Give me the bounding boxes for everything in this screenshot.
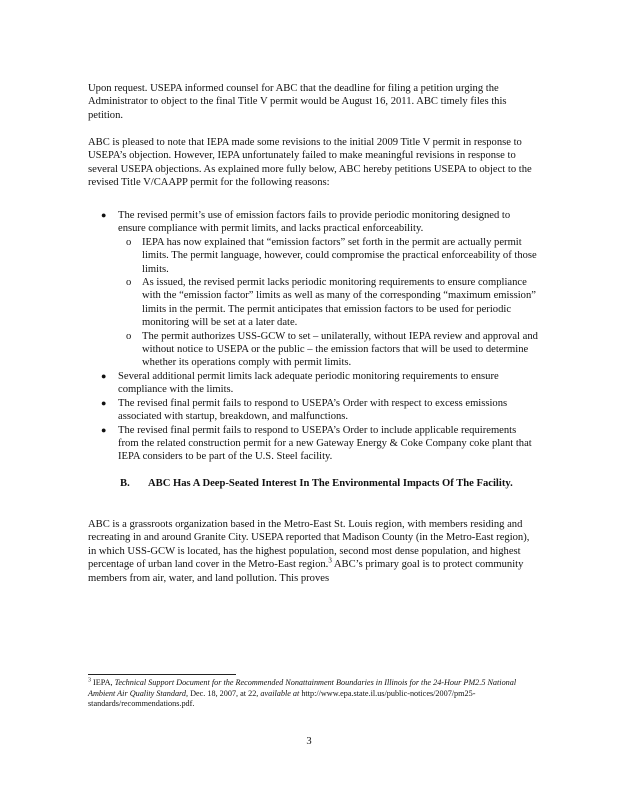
section-title: ABC Has A Deep-Seated Interest In The Environmental Impacts Of The Facility.: [148, 478, 513, 489]
bullet-text: The revised final permit fails to respond to USEPA’s Order with respect to excess emissions associated with startup, breakdown, and malfunctions.: [118, 397, 508, 423]
reasons-list: [88, 209, 538, 464]
sub-list-item: [118, 330, 538, 370]
bullet-text: Several additional permit limits lack adequate periodic monitoring requirements to ensure compliance with the limits.: [118, 370, 499, 396]
bullet-icon: ●: [101, 397, 107, 408]
paragraph-petition-deadline: Upon request. USEPA informed counsel for ABC that the deadline for filing a petition urging the Administrator to object to the final Title V permit would be August 16, 2011. ABC timely files this petition.: [88, 83, 507, 121]
sub-list: [118, 236, 538, 370]
footnote-date: Dec. 18, 2007, at 22,: [188, 688, 261, 698]
footnote-agency: IEPA,: [91, 678, 115, 687]
page-number: 3: [306, 736, 312, 747]
sub-item-text: As issued, the revised permit lacks periodic monitoring requirements to ensure compliance with the “emission factor” limits as well as many of the corresponding “maximum emission” limits in the permit. The permit anticipates that emission factors to be used for periodic monitoring will be set at a later date.: [142, 277, 536, 329]
list-item: [88, 370, 538, 397]
sub-item-text: The permit authorizes USS-GCW to set – unilaterally, without IEPA review and approval and without notice to USEPA or the public – the emission factors that will be used to determine whether its operations comply with permit limits.: [142, 330, 538, 369]
footnote-available: available at: [260, 688, 300, 698]
bullet-text: The revised permit’s use of emission factors fails to provide periodic monitoring designed to ensure compliance with permit limits, and lacks practical enforceability.: [118, 210, 511, 235]
bullet-text: The revised final permit fails to respond to USEPA’s Order to include applicable requirements from the related construction permit for a new Gateway Energy & Coke Company coke plant that IEPA considers to be part of the U.S. Steel facility.: [118, 424, 532, 463]
footnote-url: http://www.epa.state.il.us/public-notices/2007/pm25-standards/recommendations.pdf.: [88, 688, 476, 709]
paragraph-iepa-revisions: ABC is pleased to note that IEPA made some revisions to the initial 2009 Title V permit in response to USEPA’s objection. However, IEPA unfortunately failed to make meaningful revisions in response to several USEPA objections. As explained more fully below, ABC hereby petitions USEPA to object to the revised Title V/CAAPP permit for the following reasons:: [88, 137, 532, 189]
footnote-mark: 3: [88, 677, 91, 684]
list-item: [88, 209, 538, 370]
hollow-bullet-icon: o: [126, 236, 132, 248]
bullet-icon: ●: [101, 210, 107, 220]
paragraph-text: ABC is a grassroots organization based in the Metro-East St. Louis region, with members residing and recreating in and around Granite City. USEPA reported that Madison County (in the Metro-East region), in which USS-GCW is located, has the highest population, second most dense population, and highest percentage of urban land cover in the Metro-East region.: [88, 519, 530, 571]
bullet-icon: ●: [101, 370, 107, 381]
section-number: B.: [120, 478, 130, 489]
list-item: [88, 424, 538, 464]
bullet-icon: ●: [101, 424, 107, 435]
list-item: [88, 397, 538, 424]
footnote-title: Technical Support Document for the Recommended Nonattainment Boundaries in Illinois for the 24-Hour PM2.5 National Ambient Air Quality Standard,: [88, 678, 517, 698]
sub-list-item: [118, 276, 538, 330]
section-heading: [120, 477, 540, 490]
footnote: [88, 678, 540, 710]
footnote-reference: 3: [328, 556, 332, 565]
paragraph-text-continued: ABC’s primary goal is to protect community members from air, water, and land pollution. This proves: [88, 559, 524, 584]
paragraph-abc-organization: [88, 518, 538, 585]
sub-list-item: [118, 236, 538, 276]
hollow-bullet-icon: o: [126, 277, 132, 289]
sub-item-text: IEPA has now explained that “emission factors” set forth in the permit are actually permit limits. The permit language, however, could compromise the practical enforceability of those limits.: [142, 236, 537, 275]
footnote-divider: [88, 674, 236, 675]
hollow-bullet-icon: o: [126, 330, 132, 342]
